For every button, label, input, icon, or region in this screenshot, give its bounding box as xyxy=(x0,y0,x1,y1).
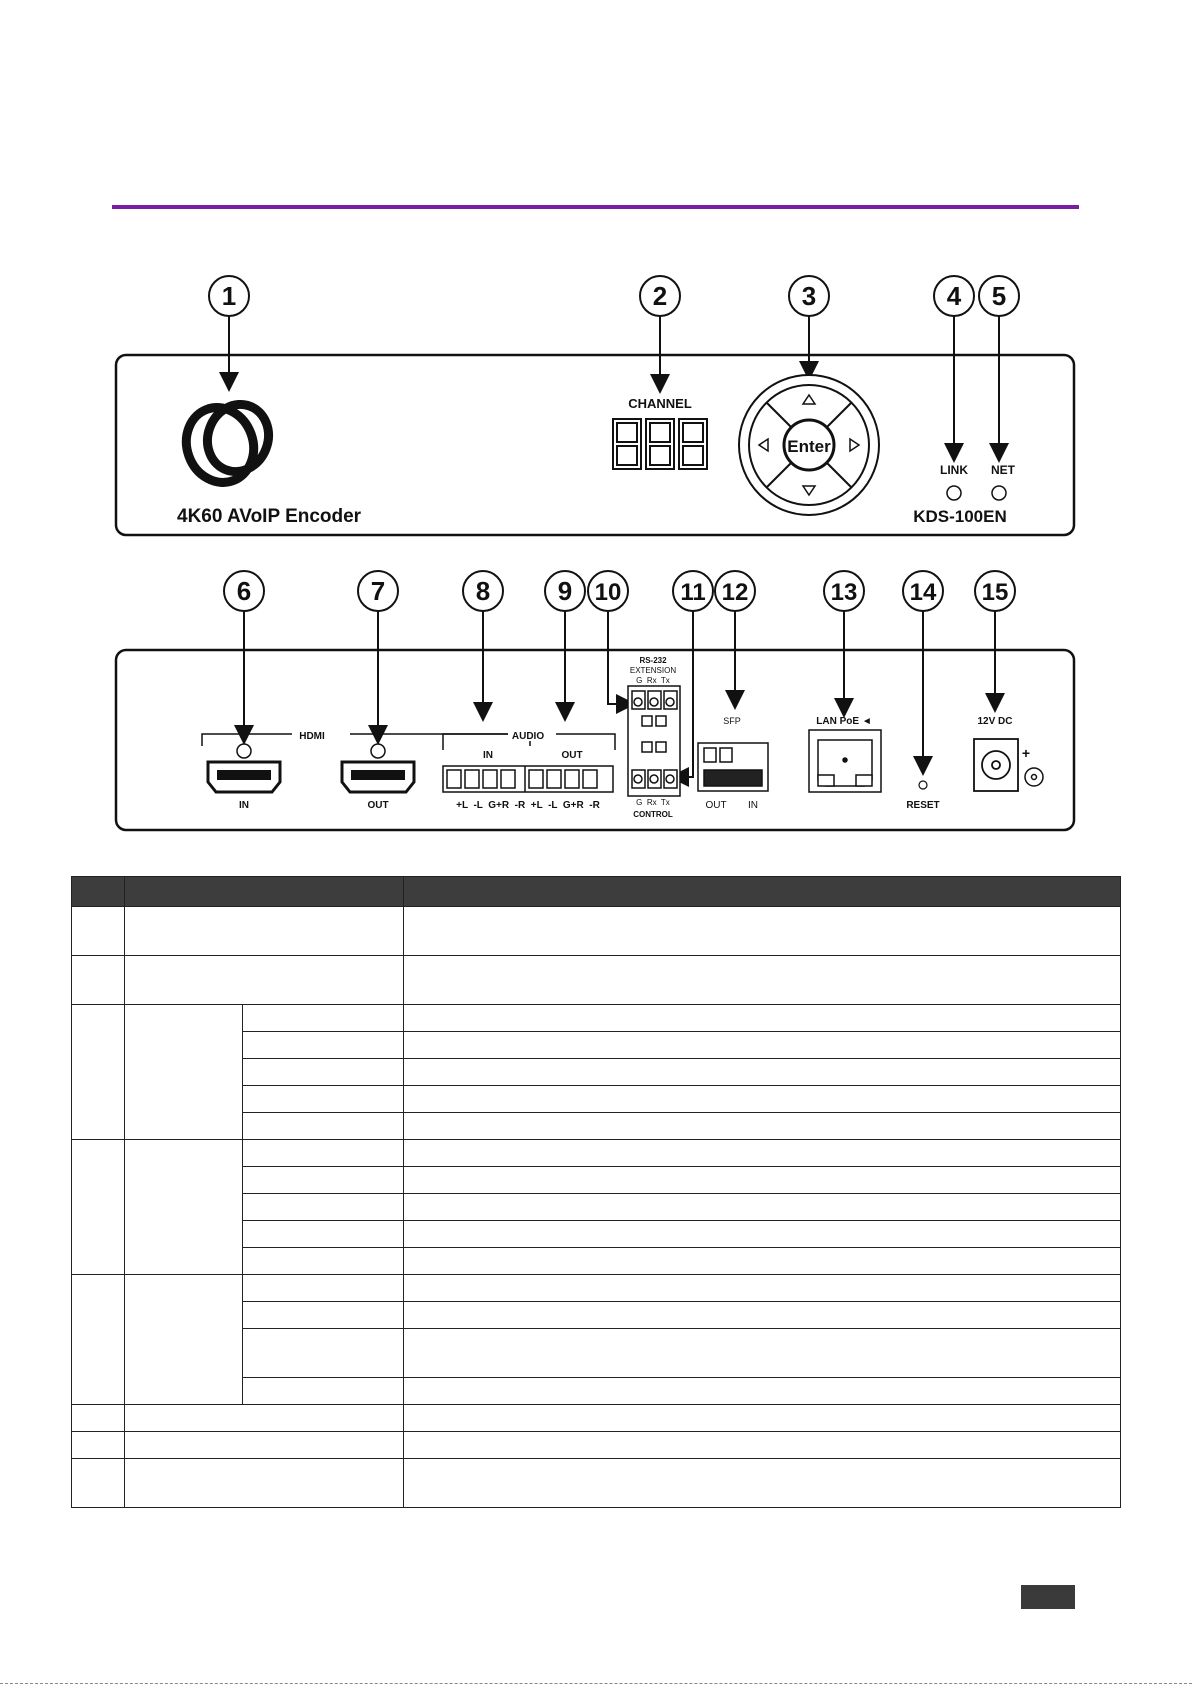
sfp-port[interactable] xyxy=(698,743,768,791)
navigation-pad[interactable] xyxy=(739,375,879,515)
link-led-icon xyxy=(947,486,961,500)
table-row xyxy=(72,956,1121,1005)
reset-button[interactable] xyxy=(919,781,927,789)
table-row xyxy=(72,907,1121,956)
rs232-title: RS-232 xyxy=(639,656,667,665)
net-label: NET xyxy=(991,463,1015,477)
svg-text:15: 15 xyxy=(981,579,1009,606)
hdmi-group-label: HDMI xyxy=(299,731,325,742)
table-row xyxy=(72,1432,1121,1459)
svg-text:11: 11 xyxy=(680,579,706,606)
table-header-row xyxy=(72,877,1121,907)
svg-text:12: 12 xyxy=(721,579,749,606)
feature-description-table xyxy=(71,876,1121,1508)
rs232-control-block[interactable] xyxy=(628,686,680,796)
power-polarity-icon xyxy=(1025,768,1043,786)
table-row xyxy=(72,1459,1121,1508)
control-label: CONTROL xyxy=(633,810,673,819)
audio-terminal-block[interactable] xyxy=(443,766,613,792)
reset-label: RESET xyxy=(906,800,940,811)
svg-text:6: 6 xyxy=(236,576,252,606)
sfp-label: SFP xyxy=(723,716,741,726)
rs232-subtitle: EXTENSION xyxy=(629,666,677,675)
table-header-feature xyxy=(125,877,404,907)
power-plus-label: + xyxy=(1021,745,1031,761)
table-row xyxy=(72,1005,1121,1032)
section-divider-rule xyxy=(112,205,1079,209)
svg-text:14: 14 xyxy=(909,579,937,606)
panel-illustration xyxy=(112,270,1079,840)
svg-text:5: 5 xyxy=(991,281,1007,311)
svg-text:9: 9 xyxy=(557,576,573,606)
sfp-out-label: OUT xyxy=(705,800,727,811)
table-header-function xyxy=(404,877,1121,907)
audio-in-label: IN xyxy=(483,750,493,761)
enter-button[interactable]: Enter xyxy=(787,437,831,456)
audio-out-label: OUT xyxy=(561,750,583,761)
table-header-number xyxy=(72,877,125,907)
svg-text:3: 3 xyxy=(801,281,817,311)
net-led-icon xyxy=(992,486,1006,500)
svg-text:1: 1 xyxy=(221,281,237,311)
sfp-in-label: IN xyxy=(748,800,758,811)
svg-text:8: 8 xyxy=(475,576,491,606)
front-model-code: KDS-100EN xyxy=(913,507,1007,526)
table-row xyxy=(72,1140,1121,1167)
audio-group-label: AUDIO xyxy=(511,731,545,742)
hdmi-in-label: IN xyxy=(239,800,249,811)
power-label: 12V DC xyxy=(977,716,1013,727)
front-model-name: 4K60 AVoIP Encoder xyxy=(177,506,362,527)
hdmi-out-label: OUT xyxy=(367,800,389,811)
svg-text:4: 4 xyxy=(946,281,962,311)
rs232-pins-top: G Rx Tx xyxy=(636,676,670,685)
device-panel-diagram xyxy=(112,270,1079,840)
rs232-pins-bottom: G Rx Tx xyxy=(636,798,670,807)
lan-label: LAN PoE ◄ xyxy=(816,716,872,727)
table-row xyxy=(72,1275,1121,1302)
link-label: LINK xyxy=(940,463,968,477)
svg-text:10: 10 xyxy=(594,579,622,606)
page-number-badge xyxy=(1021,1585,1075,1609)
audio-pin-labels: +L -L G+R -R +L -L G+R -R xyxy=(456,800,600,811)
svg-text:2: 2 xyxy=(652,281,668,311)
table-row xyxy=(72,1405,1121,1432)
svg-text:7: 7 xyxy=(370,576,386,606)
power-jack[interactable] xyxy=(974,739,1018,791)
svg-text:13: 13 xyxy=(830,579,858,606)
channel-label: CHANNEL xyxy=(628,396,692,411)
lan-poe-port[interactable] xyxy=(809,730,881,792)
